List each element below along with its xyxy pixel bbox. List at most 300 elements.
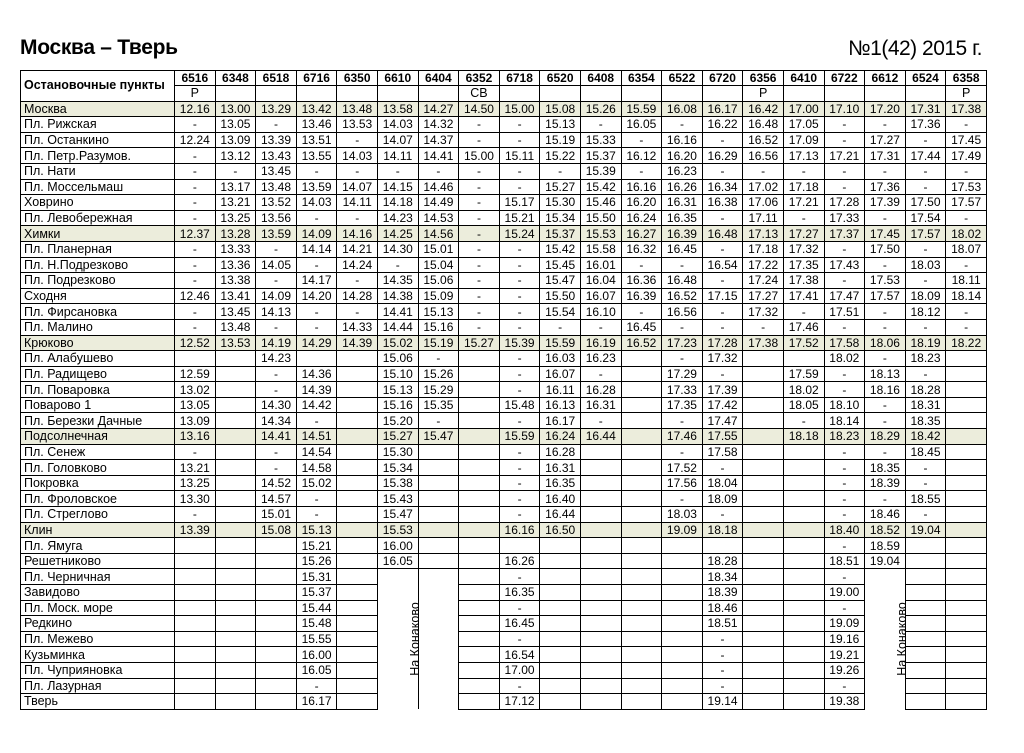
departure-time: 19.16 bbox=[824, 631, 865, 647]
departure-time: 14.09 bbox=[256, 288, 297, 304]
departure-time: 16.20 bbox=[621, 195, 662, 211]
departure-time: 13.05 bbox=[175, 397, 216, 413]
departure-time bbox=[621, 600, 662, 616]
departure-time: 15.53 bbox=[580, 226, 621, 242]
departure-time bbox=[662, 631, 703, 647]
departure-time: - bbox=[256, 382, 297, 398]
stop-name: Москва bbox=[21, 101, 175, 117]
departure-time: 16.20 bbox=[662, 148, 703, 164]
departure-time bbox=[662, 569, 703, 585]
departure-time: 15.50 bbox=[540, 288, 581, 304]
departure-time: 14.57 bbox=[256, 491, 297, 507]
timetable-row bbox=[21, 226, 987, 242]
stop-name: Пл. Радищево bbox=[21, 366, 175, 382]
departure-time bbox=[418, 694, 459, 710]
departure-time: 14.52 bbox=[256, 475, 297, 491]
departure-time bbox=[905, 569, 946, 585]
departure-time: 13.56 bbox=[256, 210, 297, 226]
timetable-row bbox=[21, 616, 987, 632]
departure-time bbox=[215, 382, 256, 398]
departure-time: 16.17 bbox=[540, 413, 581, 429]
departure-time bbox=[621, 397, 662, 413]
departure-time: 16.45 bbox=[621, 319, 662, 335]
departure-time: - bbox=[296, 491, 337, 507]
departure-time: 17.27 bbox=[865, 132, 906, 148]
departure-time: - bbox=[824, 678, 865, 694]
departure-time bbox=[215, 507, 256, 523]
departure-time bbox=[459, 600, 500, 616]
konakovo-label bbox=[865, 569, 909, 709]
departure-time: - bbox=[824, 319, 865, 335]
departure-time bbox=[337, 616, 378, 632]
departure-time bbox=[418, 662, 459, 678]
departure-time: 13.39 bbox=[256, 132, 297, 148]
departure-time: - bbox=[865, 413, 906, 429]
departure-time bbox=[215, 429, 256, 445]
departure-time: - bbox=[865, 117, 906, 133]
departure-time: 13.28 bbox=[215, 226, 256, 242]
departure-time bbox=[215, 569, 256, 585]
departure-time bbox=[783, 647, 824, 663]
departure-time bbox=[621, 569, 662, 585]
departure-time: 17.00 bbox=[783, 101, 824, 117]
departure-time: 18.28 bbox=[905, 382, 946, 398]
departure-time: 15.30 bbox=[540, 195, 581, 211]
departure-time bbox=[905, 538, 946, 554]
departure-time: 15.19 bbox=[418, 335, 459, 351]
departure-time: 16.44 bbox=[540, 507, 581, 523]
departure-time: - bbox=[702, 647, 743, 663]
departure-time: 15.37 bbox=[580, 148, 621, 164]
departure-time: 15.21 bbox=[296, 538, 337, 554]
departure-time: - bbox=[337, 163, 378, 179]
departure-time bbox=[459, 522, 500, 538]
departure-time bbox=[905, 616, 946, 632]
departure-time bbox=[621, 413, 662, 429]
train-number: 6358 bbox=[946, 71, 987, 86]
departure-time: 15.26 bbox=[418, 366, 459, 382]
departure-time: 19.09 bbox=[824, 616, 865, 632]
departure-time: 16.54 bbox=[702, 257, 743, 273]
departure-time bbox=[337, 678, 378, 694]
train-note bbox=[540, 86, 581, 102]
departure-time: 16.45 bbox=[662, 241, 703, 257]
departure-time: 17.09 bbox=[783, 132, 824, 148]
departure-time bbox=[621, 553, 662, 569]
departure-time: 16.24 bbox=[540, 429, 581, 445]
departure-time: 14.11 bbox=[377, 148, 418, 164]
departure-time: 16.23 bbox=[580, 351, 621, 367]
departure-time bbox=[459, 694, 500, 710]
departure-time: 13.38 bbox=[215, 273, 256, 289]
departure-time bbox=[459, 538, 500, 554]
departure-time bbox=[459, 631, 500, 647]
departure-time: - bbox=[662, 351, 703, 367]
departure-time bbox=[337, 413, 378, 429]
timetable-row bbox=[21, 132, 987, 148]
departure-time bbox=[540, 694, 581, 710]
departure-time: 18.06 bbox=[865, 335, 906, 351]
departure-time: - bbox=[377, 257, 418, 273]
departure-time: - bbox=[865, 351, 906, 367]
departure-time: - bbox=[499, 117, 540, 133]
departure-time: 12.16 bbox=[175, 101, 216, 117]
departure-time bbox=[621, 429, 662, 445]
departure-time: 15.37 bbox=[296, 585, 337, 601]
departure-time bbox=[418, 491, 459, 507]
departure-time bbox=[743, 662, 784, 678]
departure-time: 15.39 bbox=[499, 335, 540, 351]
departure-time: - bbox=[499, 366, 540, 382]
departure-time: - bbox=[743, 163, 784, 179]
departure-time: - bbox=[175, 507, 216, 523]
departure-time: 14.03 bbox=[377, 117, 418, 133]
departure-time: 13.55 bbox=[296, 148, 337, 164]
departure-time: - bbox=[905, 273, 946, 289]
stop-name: Пл. Петр.Разумов. bbox=[21, 148, 175, 164]
departure-time: - bbox=[824, 179, 865, 195]
departure-time bbox=[337, 538, 378, 554]
departure-time bbox=[743, 507, 784, 523]
departure-time: 15.01 bbox=[256, 507, 297, 523]
departure-time: - bbox=[946, 163, 987, 179]
departure-time: 16.03 bbox=[540, 351, 581, 367]
departure-time bbox=[905, 662, 946, 678]
departure-time: 13.05 bbox=[215, 117, 256, 133]
departure-time: 17.13 bbox=[783, 148, 824, 164]
departure-time: 13.42 bbox=[296, 101, 337, 117]
departure-time: 14.41 bbox=[377, 304, 418, 320]
departure-time: 13.59 bbox=[296, 179, 337, 195]
departure-time: 16.10 bbox=[580, 304, 621, 320]
departure-time: 15.59 bbox=[499, 429, 540, 445]
departure-time bbox=[418, 507, 459, 523]
departure-time bbox=[743, 600, 784, 616]
departure-time bbox=[743, 694, 784, 710]
departure-time: - bbox=[702, 210, 743, 226]
departure-time: 17.50 bbox=[905, 195, 946, 211]
departure-time: 17.27 bbox=[743, 288, 784, 304]
stop-name: Клин bbox=[21, 522, 175, 538]
departure-time bbox=[418, 678, 459, 694]
departure-time: 16.35 bbox=[499, 585, 540, 601]
departure-time: - bbox=[499, 382, 540, 398]
departure-time bbox=[337, 553, 378, 569]
departure-time: 18.12 bbox=[905, 304, 946, 320]
departure-time: 14.54 bbox=[296, 444, 337, 460]
train-number: 6612 bbox=[865, 71, 906, 86]
departure-time: - bbox=[459, 163, 500, 179]
stop-name: Пл. Ямуга bbox=[21, 538, 175, 554]
departure-time bbox=[418, 460, 459, 476]
departure-time: 15.42 bbox=[540, 241, 581, 257]
departure-time bbox=[783, 631, 824, 647]
stop-name: Пл. Малино bbox=[21, 319, 175, 335]
departure-time: - bbox=[702, 273, 743, 289]
departure-time: 14.18 bbox=[377, 195, 418, 211]
departure-time bbox=[459, 429, 500, 445]
stop-name: Редкино bbox=[21, 616, 175, 632]
departure-time bbox=[459, 616, 500, 632]
departure-time: 15.26 bbox=[296, 553, 337, 569]
departure-time bbox=[743, 491, 784, 507]
departure-time bbox=[459, 475, 500, 491]
timetable-row bbox=[21, 366, 987, 382]
departure-time: 16.16 bbox=[499, 522, 540, 538]
departure-time: 17.33 bbox=[662, 382, 703, 398]
timetable-row bbox=[21, 273, 987, 289]
departure-time: 15.09 bbox=[418, 288, 459, 304]
departure-time bbox=[337, 429, 378, 445]
departure-time: 17.24 bbox=[743, 273, 784, 289]
departure-time bbox=[783, 444, 824, 460]
departure-time: 18.04 bbox=[702, 475, 743, 491]
departure-time bbox=[743, 553, 784, 569]
departure-time bbox=[175, 538, 216, 554]
stop-name: Пл. Н.Подрезково bbox=[21, 257, 175, 273]
departure-time: 16.39 bbox=[662, 226, 703, 242]
departure-time bbox=[580, 647, 621, 663]
departure-time: 15.34 bbox=[377, 460, 418, 476]
departure-time: 18.03 bbox=[662, 507, 703, 523]
departure-time: 12.52 bbox=[175, 335, 216, 351]
departure-time: 15.06 bbox=[377, 351, 418, 367]
departure-time: - bbox=[824, 600, 865, 616]
departure-time bbox=[256, 678, 297, 694]
departure-time: 17.47 bbox=[702, 413, 743, 429]
stop-name: Кузьминка bbox=[21, 647, 175, 663]
departure-time: 19.09 bbox=[662, 522, 703, 538]
departure-time: - bbox=[702, 366, 743, 382]
departure-time: 13.25 bbox=[175, 475, 216, 491]
departure-time bbox=[256, 631, 297, 647]
departure-time bbox=[337, 662, 378, 678]
departure-time bbox=[459, 569, 500, 585]
train-note bbox=[418, 86, 459, 102]
departure-time: 14.23 bbox=[256, 351, 297, 367]
departure-time bbox=[905, 647, 946, 663]
departure-time: - bbox=[702, 662, 743, 678]
departure-time: 15.02 bbox=[377, 335, 418, 351]
departure-time: 16.07 bbox=[540, 366, 581, 382]
departure-time bbox=[743, 413, 784, 429]
departure-time bbox=[946, 694, 987, 710]
departure-time: 16.05 bbox=[296, 662, 337, 678]
train-number: 6716 bbox=[296, 71, 337, 86]
departure-time: 16.05 bbox=[621, 117, 662, 133]
departure-time bbox=[256, 569, 297, 585]
departure-time: - bbox=[702, 678, 743, 694]
departure-time bbox=[215, 538, 256, 554]
train-number: 6410 bbox=[783, 71, 824, 86]
departure-time: - bbox=[946, 257, 987, 273]
departure-time: 17.36 bbox=[905, 117, 946, 133]
stop-name: Пл. Березки Дачные bbox=[21, 413, 175, 429]
departure-time: - bbox=[296, 678, 337, 694]
departure-time: 15.33 bbox=[580, 132, 621, 148]
departure-time: 17.53 bbox=[865, 273, 906, 289]
departure-time: 16.11 bbox=[540, 382, 581, 398]
departure-time bbox=[946, 507, 987, 523]
departure-time: 16.52 bbox=[662, 288, 703, 304]
departure-time: 15.20 bbox=[377, 413, 418, 429]
departure-time: 16.48 bbox=[702, 226, 743, 242]
departure-time bbox=[418, 616, 459, 632]
departure-time: 16.48 bbox=[743, 117, 784, 133]
departure-time: 17.50 bbox=[865, 241, 906, 257]
departure-time: 13.16 bbox=[175, 429, 216, 445]
timetable-row bbox=[21, 163, 987, 179]
departure-time: 17.36 bbox=[865, 179, 906, 195]
departure-time bbox=[743, 538, 784, 554]
departure-time bbox=[662, 553, 703, 569]
departure-time: 13.29 bbox=[256, 101, 297, 117]
departure-time: 17.52 bbox=[662, 460, 703, 476]
departure-time bbox=[743, 444, 784, 460]
departure-time: - bbox=[824, 273, 865, 289]
departure-time: 18.39 bbox=[702, 585, 743, 601]
departure-time: 17.18 bbox=[743, 241, 784, 257]
departure-time: 16.42 bbox=[743, 101, 784, 117]
departure-time: 18.14 bbox=[946, 288, 987, 304]
departure-time: 13.58 bbox=[377, 101, 418, 117]
departure-time bbox=[175, 600, 216, 616]
departure-time: 14.56 bbox=[418, 226, 459, 242]
departure-time: - bbox=[215, 163, 256, 179]
departure-time bbox=[621, 351, 662, 367]
konakovo-label bbox=[377, 569, 422, 709]
departure-time: - bbox=[337, 132, 378, 148]
departure-time bbox=[337, 600, 378, 616]
departure-time bbox=[743, 397, 784, 413]
timetable-row bbox=[21, 179, 987, 195]
departure-time: - bbox=[905, 460, 946, 476]
departure-time bbox=[621, 522, 662, 538]
departure-time: - bbox=[580, 413, 621, 429]
departure-time: - bbox=[580, 319, 621, 335]
departure-time: 15.38 bbox=[377, 475, 418, 491]
departure-time: 16.16 bbox=[621, 179, 662, 195]
departure-time bbox=[175, 662, 216, 678]
departure-time bbox=[905, 600, 946, 616]
departure-time: 17.15 bbox=[702, 288, 743, 304]
departure-time bbox=[459, 507, 500, 523]
departure-time: - bbox=[459, 257, 500, 273]
departure-time: 14.27 bbox=[418, 101, 459, 117]
departure-time: - bbox=[499, 413, 540, 429]
departure-time bbox=[418, 647, 459, 663]
departure-time bbox=[418, 569, 459, 585]
departure-time: 18.05 bbox=[783, 397, 824, 413]
departure-time: - bbox=[337, 273, 378, 289]
departure-time: 18.02 bbox=[824, 351, 865, 367]
departure-time: - bbox=[175, 117, 216, 133]
train-note bbox=[580, 86, 621, 102]
departure-time bbox=[256, 600, 297, 616]
departure-time: - bbox=[824, 507, 865, 523]
departure-time bbox=[743, 460, 784, 476]
departure-time: 16.35 bbox=[540, 475, 581, 491]
train-note bbox=[337, 86, 378, 102]
departure-time bbox=[946, 522, 987, 538]
departure-time: 13.43 bbox=[256, 148, 297, 164]
stop-name: Пл. Подрезково bbox=[21, 273, 175, 289]
train-note bbox=[215, 86, 256, 102]
departure-time: 18.28 bbox=[702, 553, 743, 569]
departure-time: 15.45 bbox=[540, 257, 581, 273]
departure-time: 18.09 bbox=[905, 288, 946, 304]
stop-name: Завидово bbox=[21, 585, 175, 601]
train-note bbox=[905, 86, 946, 102]
departure-time: 15.30 bbox=[377, 444, 418, 460]
stop-name: Пл. Фирсановка bbox=[21, 304, 175, 320]
departure-time: 14.41 bbox=[418, 148, 459, 164]
departure-time: - bbox=[580, 117, 621, 133]
departure-time: 18.07 bbox=[946, 241, 987, 257]
departure-time bbox=[743, 382, 784, 398]
departure-time: - bbox=[499, 569, 540, 585]
departure-time: 14.23 bbox=[377, 210, 418, 226]
departure-time: 13.45 bbox=[215, 304, 256, 320]
departure-time: - bbox=[175, 257, 216, 273]
departure-time: 17.02 bbox=[743, 179, 784, 195]
page-title: Москва – Тверь bbox=[20, 36, 178, 59]
departure-time: - bbox=[702, 304, 743, 320]
departure-time: 15.53 bbox=[377, 522, 418, 538]
departure-time: 16.08 bbox=[662, 101, 703, 117]
departure-time bbox=[459, 678, 500, 694]
departure-time: 15.29 bbox=[418, 382, 459, 398]
departure-time bbox=[337, 444, 378, 460]
departure-time: - bbox=[905, 366, 946, 382]
departure-time: 16.12 bbox=[621, 148, 662, 164]
departure-time: - bbox=[662, 444, 703, 460]
departure-time: - bbox=[499, 163, 540, 179]
departure-time: 16.44 bbox=[580, 429, 621, 445]
departure-time: 17.31 bbox=[865, 148, 906, 164]
departure-time: 14.25 bbox=[377, 226, 418, 242]
departure-time bbox=[337, 491, 378, 507]
departure-time bbox=[580, 460, 621, 476]
departure-time: 18.51 bbox=[702, 616, 743, 632]
departure-time: 15.42 bbox=[580, 179, 621, 195]
train-number: 6522 bbox=[662, 71, 703, 86]
departure-time bbox=[215, 600, 256, 616]
departure-time: - bbox=[296, 163, 337, 179]
departure-time: 15.13 bbox=[377, 382, 418, 398]
departure-time: - bbox=[499, 678, 540, 694]
departure-time: 13.33 bbox=[215, 241, 256, 257]
departure-time: - bbox=[540, 163, 581, 179]
departure-time: 15.48 bbox=[296, 616, 337, 632]
departure-time bbox=[946, 366, 987, 382]
train-number: 6516 bbox=[175, 71, 216, 86]
departure-time: 13.39 bbox=[175, 522, 216, 538]
departure-time: 18.59 bbox=[865, 538, 906, 554]
departure-time: 16.31 bbox=[580, 397, 621, 413]
departure-time: 12.37 bbox=[175, 226, 216, 242]
departure-time bbox=[621, 585, 662, 601]
departure-time: 18.31 bbox=[905, 397, 946, 413]
departure-time bbox=[662, 538, 703, 554]
departure-time: 17.54 bbox=[905, 210, 946, 226]
timetable-row bbox=[21, 413, 987, 429]
departure-time: 13.12 bbox=[215, 148, 256, 164]
departure-time: 14.07 bbox=[337, 179, 378, 195]
departure-time: - bbox=[702, 507, 743, 523]
departure-time: 17.49 bbox=[946, 148, 987, 164]
departure-time: 17.58 bbox=[824, 335, 865, 351]
